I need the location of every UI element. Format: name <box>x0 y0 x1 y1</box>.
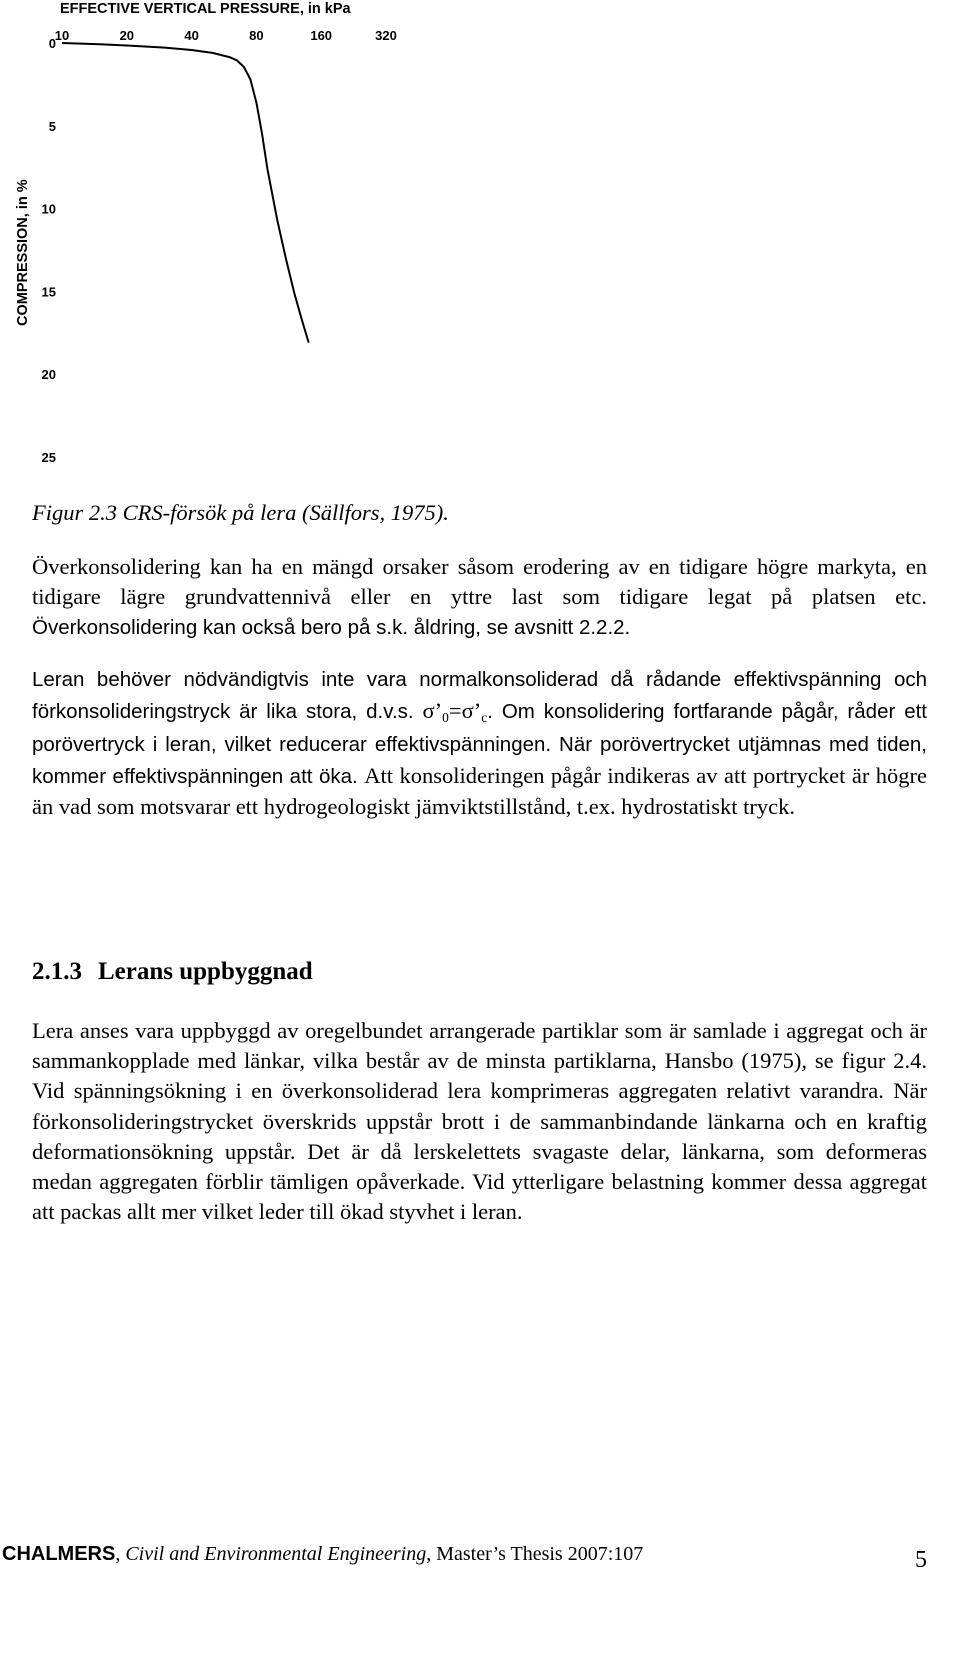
y-tick-label: 25 <box>41 450 56 465</box>
paragraph-text: Att konsolideringen pågår indikeras av att portrycket är högre än vad som motsvarar ett hydrogeologiskt jämviktstillstånd, t.ex. hydrostatiskt tryck. <box>32 762 927 819</box>
x-tick-label: 80 <box>249 28 264 43</box>
x-tick-label: 320 <box>375 28 397 43</box>
footer-separator: , <box>115 1543 126 1565</box>
figure-caption: Figur 2.3 CRS-försök på lera (Sällfors, 1975). <box>32 500 449 525</box>
x-tick-label: 160 <box>310 28 333 43</box>
y-axis-title: COMPRESSION, in % <box>15 179 31 326</box>
x-axis-title: EFFECTIVE VERTICAL PRESSURE, in kPa <box>60 1 351 17</box>
footer-citation <box>2 1543 643 1566</box>
paragraph-overconsolidation <box>32 552 927 643</box>
x-tick-label: 40 <box>184 28 199 43</box>
page-footer <box>2 1543 927 1577</box>
subscript-zero: 0 <box>442 709 449 725</box>
subscript-c: c <box>481 709 488 725</box>
y-tick-label: 10 <box>41 201 56 217</box>
paragraph-text-sans: . Om konsolidering fortfarande pågår, råder ett porövertryck i leran, vilket reducerar effektivspänningen. När porövertrycket utjämnas med tiden, kommer effektivspänningen att öka. <box>32 699 927 788</box>
y-tick-label: 20 <box>41 367 56 383</box>
footer-thesis: , Master’s Thesis 2007:107 <box>426 1543 644 1565</box>
paragraph-normal-consolidation <box>32 664 927 823</box>
x-tick-label: 10 <box>54 28 70 43</box>
y-tick-label: 0 <box>48 36 56 51</box>
x-tick-label: 20 <box>119 28 135 43</box>
compression-curve-line <box>62 43 309 343</box>
page-number: 5 <box>915 1547 927 1573</box>
section-title: Lerans uppbyggnad <box>98 958 313 985</box>
compression-pressure-chart <box>0 0 440 500</box>
section-number: 2.1.3 <box>32 958 82 985</box>
paragraph-text: Överkonsolidering kan ha en mängd orsaker såsom erodering av en tidigare högre markyta, en tidigare lägre grundvattennivå eller en yttre last som tidigare legat på platsen etc. <box>32 554 927 609</box>
y-tick-label: 5 <box>48 118 56 134</box>
paragraph-text-sans: Överkonsolidering kan också bero på s.k. åldring, se avsnitt 2.2.2. <box>32 616 631 639</box>
paragraph-text-sans: Leran behöver nödvändigtvis inte vara normalkonsoliderad då rådande effektivspänning och förkonsolideringstryck är lika stora, d.v.s. <box>32 668 927 723</box>
paragraph-clay-structure: Lera anses vara uppbyggd av oregelbundet arrangerade partiklar som är samlade i aggregat och är sammankopplade med länkar, vilka består av de minsta partiklarna, Hansbo (1975), se figur 2.4. Vid spänningsökning i en överkonsoliderad lera komprimeras aggregaten relativt varandra. När förkonsolideringstrycket överskrids uppstår brott i de sammanbindande länkarna och en kraftig deformationsökning uppstår. Det är då lerskelettets svagaste delar, länkarna, som deformeras medan aggregaten förblir tämligen opåverkade. Vid ytterligare belastning kommer dessa aggregat att packas allt mer vilket leder till ökad styvhet i leran. <box>32 1018 927 1225</box>
footer-brand: CHALMERS <box>2 1543 116 1565</box>
footer-department: Civil and Environmental Engineering <box>125 1543 427 1565</box>
section-heading <box>32 956 927 988</box>
y-tick-label: 15 <box>41 284 56 300</box>
sigma-symbol: σ’ <box>422 697 443 723</box>
equals-sigma: =σ’ <box>448 697 482 723</box>
